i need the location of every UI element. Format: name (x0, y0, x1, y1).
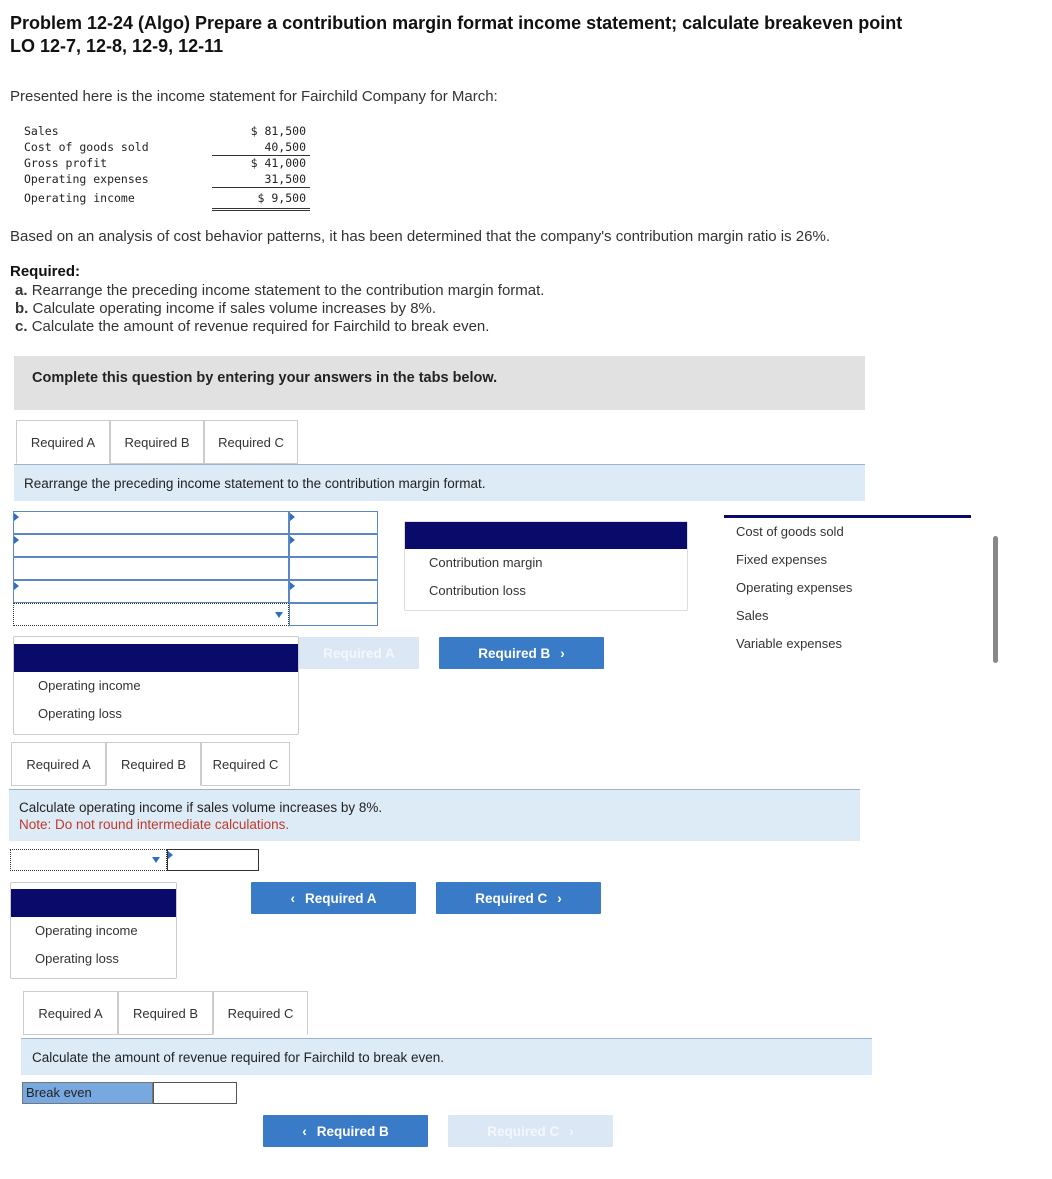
input-marker-icon (290, 582, 295, 590)
amount-input-row2[interactable] (289, 534, 378, 557)
section-c-instruction: Calculate the amount of revenue required for Fairchild to break even. (21, 1038, 872, 1075)
banner-text: Complete this question by entering your answers in the tabs below. (32, 370, 498, 386)
required-item-a (15, 282, 544, 299)
amount-input-row1[interactable] (289, 511, 378, 534)
instruction-text: Calculate operating income if sales volume increases by 8%. (19, 800, 383, 815)
chevron-right-icon: › (569, 1123, 574, 1139)
button-label: Required C (475, 890, 548, 906)
prev-button-a[interactable] (299, 637, 419, 669)
item-letter: a. (15, 282, 28, 299)
row-label: Sales (24, 124, 59, 139)
list-item[interactable]: Cost of goods sold (736, 524, 844, 539)
dropdown-highlight[interactable] (405, 522, 687, 549)
account-options-list (724, 515, 971, 658)
instruction-note: Note: Do not round intermediate calculations. (19, 817, 290, 832)
amount-input-row4[interactable] (289, 580, 378, 603)
problem-title: Problem 12-24 (Algo) Prepare a contribution margin format income statement; calculate breakeven point LO 12-7, 12-8, 12-9, 12-11 (10, 13, 903, 56)
intro-text: Presented here is the income statement for Fairchild Company for March: (10, 88, 498, 105)
dropdown-option[interactable]: Operating income (35, 923, 138, 938)
dropdown-option[interactable]: Operating loss (38, 706, 122, 721)
list-item[interactable]: Fixed expenses (736, 552, 828, 567)
required-item-c (15, 318, 489, 335)
chevron-down-icon[interactable] (275, 612, 283, 618)
row-label: Operating income (24, 191, 135, 205)
row-label: Operating expenses (24, 172, 149, 186)
row-label: Cost of goods sold (24, 140, 149, 154)
item-letter: b. (15, 300, 29, 317)
list-item[interactable]: Variable expenses (736, 636, 842, 651)
chevron-down-icon[interactable] (152, 857, 160, 863)
dropdown-highlight[interactable] (14, 644, 298, 672)
dropdown-operating-a (13, 636, 299, 735)
income-statement-table (24, 124, 310, 211)
row-amount: 40,500 (212, 140, 310, 156)
break-even-input[interactable] (153, 1082, 237, 1104)
amount-input-b[interactable] (167, 849, 259, 871)
required-heading: Required: (10, 263, 81, 280)
next-button-c[interactable] (448, 1115, 613, 1147)
label-input-row3[interactable] (13, 557, 289, 580)
input-marker-icon (14, 513, 19, 521)
chevron-right-icon: › (557, 890, 562, 906)
label-input-row2[interactable] (13, 534, 289, 557)
input-marker-icon (290, 536, 295, 544)
tab-required-a[interactable]: Required A (11, 742, 106, 786)
row-label: Gross profit (24, 156, 108, 170)
tab-required-c[interactable]: Required C (204, 420, 298, 464)
tab-required-a[interactable]: Required A (16, 420, 110, 464)
table-row (24, 140, 310, 156)
input-marker-icon (168, 851, 173, 859)
tab-required-c[interactable]: Required C (201, 742, 290, 786)
button-label: Required C (487, 1123, 560, 1139)
section-a-instruction: Rearrange the preceding income statement to the contribution margin format. (14, 464, 865, 501)
label-input-row4[interactable] (13, 580, 289, 603)
chevron-left-icon: ‹ (302, 1123, 307, 1139)
tab-bar-c (23, 991, 308, 1035)
row-amount: $ 81,500 (250, 124, 306, 139)
prev-button-b[interactable] (251, 882, 416, 914)
next-button-a[interactable] (439, 637, 604, 669)
break-even-label: Break even (22, 1082, 153, 1104)
label-select-b[interactable] (10, 849, 167, 871)
scrollbar[interactable] (993, 536, 998, 663)
required-item-b (15, 300, 436, 317)
dropdown-option[interactable]: Contribution margin (429, 555, 543, 570)
dropdown-option[interactable]: Operating income (38, 678, 141, 693)
tab-required-b[interactable]: Required B (118, 991, 213, 1035)
input-marker-icon (14, 582, 19, 590)
item-letter: c. (15, 318, 28, 335)
dropdown-contribution (404, 521, 688, 611)
tab-required-b[interactable]: Required B (106, 742, 201, 786)
tab-bar-b (11, 742, 290, 786)
dropdown-operating-b (10, 882, 177, 979)
amount-input-row3[interactable] (289, 557, 378, 580)
label-input-row1[interactable] (13, 511, 289, 534)
instruction-banner (14, 356, 865, 410)
item-text: Calculate operating income if sales volume increases by 8%. (32, 300, 437, 317)
table-row (24, 156, 310, 172)
chevron-right-icon: › (560, 645, 565, 661)
tab-required-c[interactable]: Required C (213, 991, 308, 1035)
item-text: Rearrange the preceding income statement to the contribution margin format. (31, 282, 545, 299)
item-text: Calculate the amount of revenue required for Fairchild to break even. (31, 318, 490, 335)
row-amount: $ 9,500 (212, 188, 310, 210)
prev-button-c[interactable] (263, 1115, 428, 1147)
dropdown-option[interactable]: Operating loss (35, 951, 119, 966)
button-label: Required B (316, 1123, 389, 1139)
next-button-b[interactable] (436, 882, 601, 914)
list-item[interactable]: Sales (736, 608, 769, 623)
label-select-row5[interactable] (13, 603, 289, 626)
tab-required-a[interactable]: Required A (23, 991, 118, 1035)
table-row (24, 172, 310, 188)
tab-required-b[interactable]: Required B (110, 420, 204, 464)
button-label: Required B (478, 645, 551, 661)
input-marker-icon (14, 536, 19, 544)
dropdown-option[interactable]: Contribution loss (429, 583, 526, 598)
row-amount: $ 41,000 (250, 156, 306, 171)
dropdown-highlight[interactable] (11, 889, 176, 917)
amount-input-row5[interactable] (289, 603, 378, 626)
table-row (24, 188, 310, 210)
chevron-left-icon: ‹ (290, 890, 295, 906)
table-row (24, 124, 310, 140)
input-marker-icon (290, 513, 295, 521)
section-b-instruction (9, 789, 860, 841)
button-label: Required A (323, 645, 395, 661)
list-item[interactable]: Operating expenses (736, 580, 853, 595)
tab-bar-a (16, 420, 298, 464)
row-amount: 31,500 (212, 172, 310, 188)
cm-ratio-text: Based on an analysis of cost behavior patterns, it has been determined that the company's contribution margin ratio is 26%. (10, 228, 830, 245)
button-label: Required A (304, 890, 377, 906)
